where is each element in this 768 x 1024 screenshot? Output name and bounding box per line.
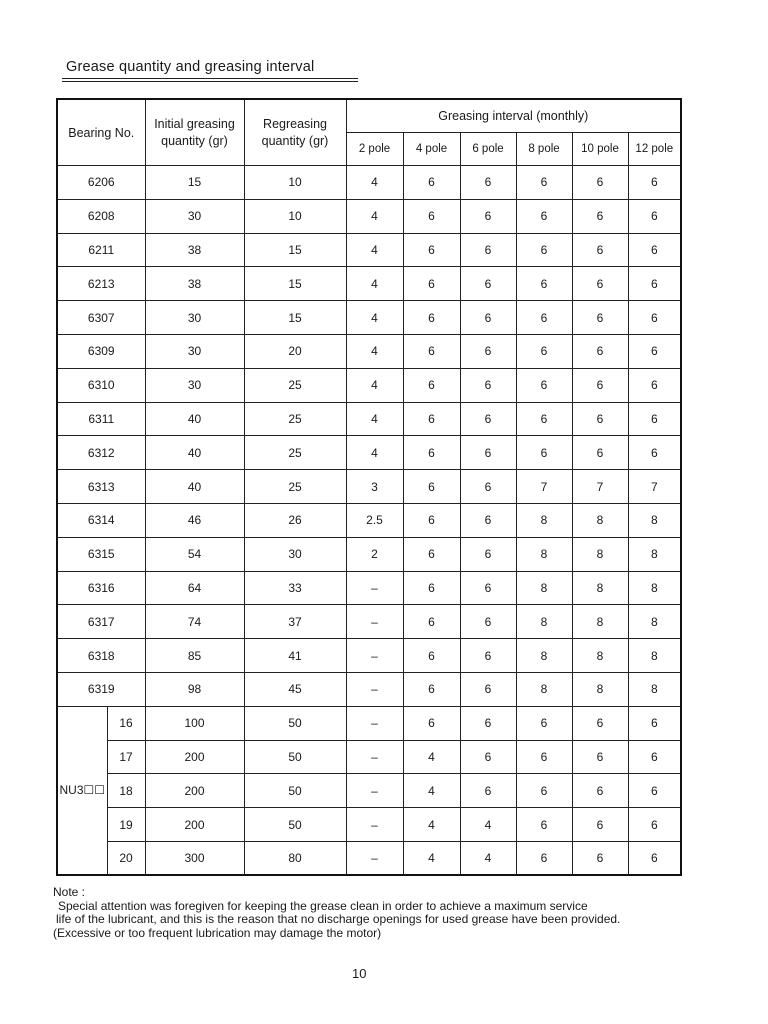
interval-cell: 4 xyxy=(346,233,403,267)
interval-cell: 7 xyxy=(628,470,681,504)
bearing-cell: 6317 xyxy=(57,605,145,639)
header-regreasing-line1: Regreasing xyxy=(263,116,327,131)
table-row xyxy=(57,233,681,267)
regreasing-quantity-cell: 26 xyxy=(244,503,346,537)
header-regreasing-line2: quantity (gr) xyxy=(261,133,329,148)
header-pole: 12 pole xyxy=(628,133,681,166)
interval-cell: 8 xyxy=(516,639,572,673)
interval-cell: 6 xyxy=(460,334,516,368)
interval-cell: 4 xyxy=(403,841,460,875)
table-row xyxy=(57,267,681,301)
interval-cell: 6 xyxy=(628,199,681,233)
initial-quantity-cell: 98 xyxy=(145,672,244,706)
interval-cell: 6 xyxy=(403,537,460,571)
initial-quantity-cell: 30 xyxy=(145,334,244,368)
initial-quantity-cell: 300 xyxy=(145,841,244,875)
interval-cell: 6 xyxy=(572,706,628,740)
interval-cell: 6 xyxy=(460,706,516,740)
bearing-cell: 6314 xyxy=(57,503,145,537)
regreasing-quantity-cell: 10 xyxy=(244,199,346,233)
header-initial-line1: Initial greasing xyxy=(154,116,235,131)
regreasing-quantity-cell: 50 xyxy=(244,808,346,842)
interval-cell: 8 xyxy=(572,503,628,537)
initial-quantity-cell: 15 xyxy=(145,166,244,200)
interval-cell: 6 xyxy=(572,841,628,875)
interval-cell: 6 xyxy=(403,436,460,470)
interval-cell: 4 xyxy=(346,267,403,301)
interval-cell: 6 xyxy=(403,706,460,740)
interval-cell: – xyxy=(346,774,403,808)
interval-cell: 6 xyxy=(403,334,460,368)
table-row xyxy=(57,166,681,200)
interval-cell: 6 xyxy=(460,639,516,673)
initial-quantity-cell: 46 xyxy=(145,503,244,537)
bearing-cell: 6211 xyxy=(57,233,145,267)
note-line: Special attention was foregiven for keeping the grease clean in order to achieve a maximum service xyxy=(58,898,588,913)
table-row xyxy=(57,841,681,875)
header-bearing-no: Bearing No. xyxy=(57,99,145,166)
initial-quantity-cell: 200 xyxy=(145,740,244,774)
regreasing-quantity-cell: 45 xyxy=(244,672,346,706)
initial-quantity-cell: 54 xyxy=(145,537,244,571)
interval-cell: – xyxy=(346,639,403,673)
initial-quantity-cell: 40 xyxy=(145,436,244,470)
interval-cell: 6 xyxy=(628,808,681,842)
regreasing-quantity-cell: 15 xyxy=(244,233,346,267)
interval-cell: – xyxy=(346,808,403,842)
interval-cell: 4 xyxy=(460,841,516,875)
interval-cell: – xyxy=(346,841,403,875)
interval-cell: 6 xyxy=(516,166,572,200)
regreasing-quantity-cell: 25 xyxy=(244,470,346,504)
interval-cell: 6 xyxy=(516,402,572,436)
interval-cell: 6 xyxy=(403,605,460,639)
interval-cell: 6 xyxy=(628,706,681,740)
initial-quantity-cell: 40 xyxy=(145,470,244,504)
nu-size-cell: 16 xyxy=(107,706,145,740)
interval-cell: 8 xyxy=(516,672,572,706)
interval-cell: 8 xyxy=(572,639,628,673)
interval-cell: 6 xyxy=(403,639,460,673)
table-row xyxy=(57,571,681,605)
title-underline xyxy=(62,78,358,82)
table-row xyxy=(57,537,681,571)
interval-cell: – xyxy=(346,706,403,740)
interval-cell: 6 xyxy=(403,301,460,335)
interval-cell: 8 xyxy=(516,537,572,571)
interval-cell: 4 xyxy=(346,199,403,233)
interval-cell: 6 xyxy=(628,166,681,200)
interval-cell: – xyxy=(346,571,403,605)
bearing-cell: 6307 xyxy=(57,301,145,335)
interval-cell: 6 xyxy=(460,740,516,774)
initial-quantity-cell: 30 xyxy=(145,368,244,402)
header-pole: 6 pole xyxy=(460,133,516,166)
regreasing-quantity-cell: 30 xyxy=(244,537,346,571)
nu-size-cell: 18 xyxy=(107,774,145,808)
interval-cell: 6 xyxy=(572,267,628,301)
interval-cell: 6 xyxy=(516,334,572,368)
interval-cell: 6 xyxy=(403,470,460,504)
interval-cell: 8 xyxy=(628,571,681,605)
interval-cell: 6 xyxy=(460,166,516,200)
interval-cell: 6 xyxy=(628,436,681,470)
interval-cell: 6 xyxy=(572,740,628,774)
interval-cell: 6 xyxy=(460,672,516,706)
interval-cell: 6 xyxy=(628,740,681,774)
interval-cell: 8 xyxy=(572,537,628,571)
interval-cell: 6 xyxy=(628,368,681,402)
table-row xyxy=(57,402,681,436)
regreasing-quantity-cell: 10 xyxy=(244,166,346,200)
header-pole: 2 pole xyxy=(346,133,403,166)
interval-cell: 6 xyxy=(516,436,572,470)
interval-cell: 6 xyxy=(516,199,572,233)
interval-cell: 6 xyxy=(460,503,516,537)
initial-quantity-cell: 200 xyxy=(145,774,244,808)
table-row xyxy=(57,199,681,233)
table-row xyxy=(57,605,681,639)
interval-cell: 6 xyxy=(628,334,681,368)
interval-cell: 2.5 xyxy=(346,503,403,537)
interval-cell: 8 xyxy=(628,672,681,706)
note-line: (Excessive or too frequent lubrication may damage the motor) xyxy=(53,925,382,940)
interval-cell: 6 xyxy=(460,199,516,233)
interval-cell: 8 xyxy=(628,605,681,639)
interval-cell: 6 xyxy=(403,199,460,233)
interval-cell: 6 xyxy=(460,605,516,639)
interval-cell: 6 xyxy=(572,368,628,402)
interval-cell: 3 xyxy=(346,470,403,504)
interval-cell: 6 xyxy=(572,166,628,200)
interval-cell: 6 xyxy=(572,199,628,233)
interval-cell: 6 xyxy=(403,571,460,605)
interval-cell: 4 xyxy=(346,301,403,335)
regreasing-quantity-cell: 50 xyxy=(244,740,346,774)
bearing-cell: 6312 xyxy=(57,436,145,470)
regreasing-quantity-cell: 25 xyxy=(244,368,346,402)
interval-cell: 6 xyxy=(516,841,572,875)
interval-cell: 6 xyxy=(460,402,516,436)
page-number: 10 xyxy=(352,966,367,981)
interval-cell: 4 xyxy=(403,740,460,774)
initial-quantity-cell: 30 xyxy=(145,199,244,233)
table-row xyxy=(57,470,681,504)
interval-cell: 4 xyxy=(403,774,460,808)
interval-cell: 6 xyxy=(572,436,628,470)
interval-cell: 6 xyxy=(628,301,681,335)
header-regreasing xyxy=(244,99,346,166)
interval-cell: 6 xyxy=(403,503,460,537)
bearing-cell: 6313 xyxy=(57,470,145,504)
header-greasing-interval: Greasing interval (monthly) xyxy=(346,99,681,133)
interval-cell: 6 xyxy=(403,233,460,267)
table-row xyxy=(57,334,681,368)
nu-size-cell: 20 xyxy=(107,841,145,875)
regreasing-quantity-cell: 25 xyxy=(244,436,346,470)
interval-cell: 6 xyxy=(403,402,460,436)
interval-cell: 8 xyxy=(572,605,628,639)
interval-cell: 6 xyxy=(516,774,572,808)
interval-cell: 8 xyxy=(516,605,572,639)
interval-cell: 6 xyxy=(628,402,681,436)
regreasing-quantity-cell: 33 xyxy=(244,571,346,605)
note-block xyxy=(53,886,733,940)
interval-cell: 6 xyxy=(403,368,460,402)
initial-quantity-cell: 38 xyxy=(145,233,244,267)
interval-cell: 6 xyxy=(572,402,628,436)
interval-cell: 6 xyxy=(572,774,628,808)
table-row xyxy=(57,808,681,842)
interval-cell: 6 xyxy=(460,571,516,605)
interval-cell: 2 xyxy=(346,537,403,571)
interval-cell: 4 xyxy=(346,334,403,368)
interval-cell: 6 xyxy=(516,368,572,402)
initial-quantity-cell: 38 xyxy=(145,267,244,301)
interval-cell: 6 xyxy=(460,537,516,571)
header-pole: 4 pole xyxy=(403,133,460,166)
regreasing-quantity-cell: 50 xyxy=(244,706,346,740)
interval-cell: 6 xyxy=(460,470,516,504)
interval-cell: 6 xyxy=(403,166,460,200)
interval-cell: 6 xyxy=(460,436,516,470)
table-row xyxy=(57,672,681,706)
initial-quantity-cell: 100 xyxy=(145,706,244,740)
interval-cell: 6 xyxy=(460,368,516,402)
interval-cell: 4 xyxy=(346,402,403,436)
interval-cell: 4 xyxy=(346,368,403,402)
interval-cell: 6 xyxy=(516,740,572,774)
bearing-cell: 6315 xyxy=(57,537,145,571)
header-initial-greasing xyxy=(145,99,244,166)
interval-cell: 6 xyxy=(460,233,516,267)
initial-quantity-cell: 74 xyxy=(145,605,244,639)
interval-cell: 6 xyxy=(460,774,516,808)
interval-cell: 6 xyxy=(628,774,681,808)
interval-cell: 6 xyxy=(572,808,628,842)
interval-cell: 6 xyxy=(628,841,681,875)
bearing-cell: 6319 xyxy=(57,672,145,706)
interval-cell: 8 xyxy=(516,503,572,537)
regreasing-quantity-cell: 41 xyxy=(244,639,346,673)
bearing-cell: 6309 xyxy=(57,334,145,368)
table-row xyxy=(57,740,681,774)
interval-cell: – xyxy=(346,740,403,774)
table-row xyxy=(57,436,681,470)
initial-quantity-cell: 40 xyxy=(145,402,244,436)
interval-cell: 6 xyxy=(572,334,628,368)
interval-cell: 8 xyxy=(572,571,628,605)
initial-quantity-cell: 200 xyxy=(145,808,244,842)
interval-cell: 8 xyxy=(516,571,572,605)
note-label: Note : xyxy=(53,885,86,899)
interval-cell: 6 xyxy=(572,301,628,335)
interval-cell: 8 xyxy=(628,503,681,537)
interval-cell: 6 xyxy=(572,233,628,267)
regreasing-quantity-cell: 20 xyxy=(244,334,346,368)
interval-cell: 6 xyxy=(628,267,681,301)
regreasing-quantity-cell: 15 xyxy=(244,301,346,335)
initial-quantity-cell: 64 xyxy=(145,571,244,605)
interval-cell: 6 xyxy=(516,706,572,740)
table-row xyxy=(57,503,681,537)
table-body xyxy=(57,166,681,876)
interval-cell: 6 xyxy=(516,301,572,335)
initial-quantity-cell: 30 xyxy=(145,301,244,335)
note-line: life of the lubricant, and this is the reason that no discharge openings for used grease have been provided. xyxy=(56,912,621,926)
interval-cell: 4 xyxy=(346,436,403,470)
bearing-cell: 6206 xyxy=(57,166,145,200)
interval-cell: 7 xyxy=(516,470,572,504)
interval-cell: 6 xyxy=(516,267,572,301)
bearing-cell: 6208 xyxy=(57,199,145,233)
interval-cell: 4 xyxy=(403,808,460,842)
nu-series-label: NU3☐☐ xyxy=(57,706,107,875)
bearing-cell: 6310 xyxy=(57,368,145,402)
header-initial-line2: quantity (gr) xyxy=(161,133,228,148)
table-row xyxy=(57,301,681,335)
interval-cell: 8 xyxy=(572,672,628,706)
header-pole: 8 pole xyxy=(516,133,572,166)
interval-cell: 8 xyxy=(628,639,681,673)
regreasing-quantity-cell: 25 xyxy=(244,402,346,436)
grease-table xyxy=(56,98,682,876)
table-row xyxy=(57,639,681,673)
bearing-cell: 6316 xyxy=(57,571,145,605)
initial-quantity-cell: 85 xyxy=(145,639,244,673)
table-row xyxy=(57,368,681,402)
interval-cell: 6 xyxy=(403,672,460,706)
table-row xyxy=(57,774,681,808)
interval-cell: 7 xyxy=(572,470,628,504)
regreasing-quantity-cell: 37 xyxy=(244,605,346,639)
bearing-cell: 6311 xyxy=(57,402,145,436)
header-pole: 10 pole xyxy=(572,133,628,166)
page-title: Grease quantity and greasing interval xyxy=(66,59,315,75)
interval-cell: 6 xyxy=(628,233,681,267)
interval-cell: 4 xyxy=(346,166,403,200)
interval-cell: – xyxy=(346,672,403,706)
interval-cell: 6 xyxy=(516,233,572,267)
bearing-cell: 6318 xyxy=(57,639,145,673)
regreasing-quantity-cell: 80 xyxy=(244,841,346,875)
nu-size-cell: 17 xyxy=(107,740,145,774)
interval-cell: 6 xyxy=(460,301,516,335)
interval-cell: 4 xyxy=(460,808,516,842)
regreasing-quantity-cell: 15 xyxy=(244,267,346,301)
interval-cell: 6 xyxy=(403,267,460,301)
nu-size-cell: 19 xyxy=(107,808,145,842)
bearing-cell: 6213 xyxy=(57,267,145,301)
interval-cell: 6 xyxy=(460,267,516,301)
interval-cell: 8 xyxy=(628,537,681,571)
regreasing-quantity-cell: 50 xyxy=(244,774,346,808)
interval-cell: 6 xyxy=(516,808,572,842)
interval-cell: – xyxy=(346,605,403,639)
table-row xyxy=(57,706,681,740)
